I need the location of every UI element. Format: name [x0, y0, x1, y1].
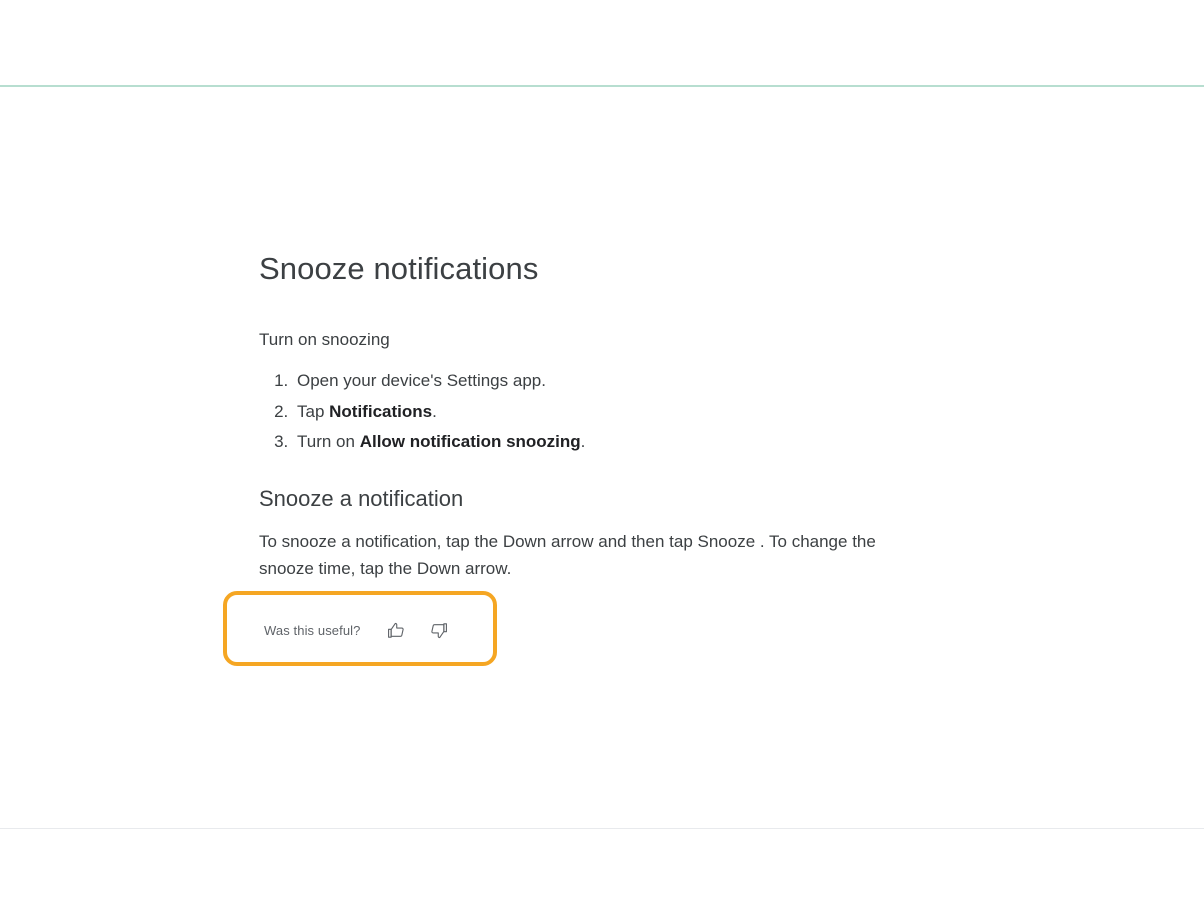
list-item	[293, 427, 939, 457]
step-emphasis: Notifications	[329, 401, 433, 421]
step-text: Open your device's Settings app.	[297, 371, 546, 391]
thumb-down-icon[interactable]	[427, 618, 451, 642]
page-title: Snooze notifications	[259, 251, 539, 286]
steps-list	[259, 366, 939, 457]
lead-text: Turn on snoozing	[259, 329, 390, 349]
feedback-label: Was this useful?	[264, 622, 361, 638]
list-item	[293, 366, 939, 396]
feedback-highlight-box	[223, 591, 497, 666]
article-content	[259, 250, 939, 583]
section-title: Snooze a notification	[259, 486, 464, 511]
list-item	[293, 397, 939, 427]
step-suffix: .	[432, 401, 437, 421]
header-divider	[0, 85, 1204, 87]
step-suffix: .	[580, 431, 586, 451]
thumb-up-icon[interactable]	[385, 618, 409, 642]
section-body: To snooze a notification, tap the Down arrow and then tap Snooze . To change the snooze time, tap the Down arrow.	[259, 531, 876, 579]
feedback-row	[264, 618, 451, 642]
step-text: Turn on	[297, 431, 360, 451]
footer-divider	[0, 828, 1204, 829]
step-text: Tap	[297, 401, 330, 421]
step-emphasis: Allow notification snoozing	[359, 431, 581, 451]
top-blank-strip	[0, 0, 1204, 85]
